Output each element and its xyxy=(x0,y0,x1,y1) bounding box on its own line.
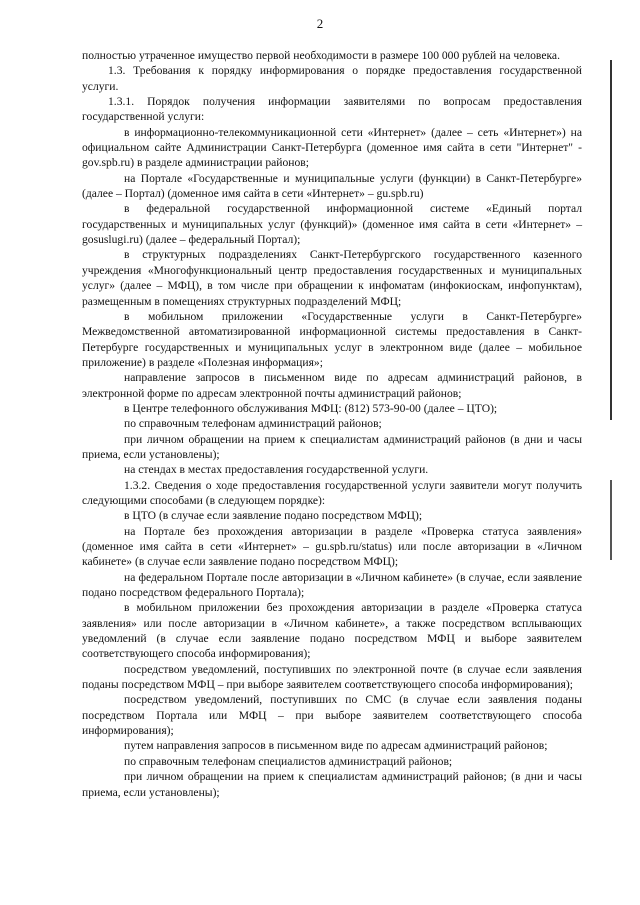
list-item: в мобильном приложении без прохождения авторизации в разделе «Проверка статуса заявления» или после авторизации в «Личном кабинете», а также посредством всплывающих уведомлений (в случае если заявление подано посредством МФЦ и выборе заявителем соответствующего способа информирования); xyxy=(82,601,582,661)
list-item: в информационно-телекоммуникационной сети «Интернет» (далее – сеть «Интернет») на официальном сайте Администрации Санкт-Петербурга (доменное имя сайта в сети "Интернет" - gov.spb.ru) в разделе администрации районов; xyxy=(82,125,582,170)
list-item: в структурных подразделениях Санкт-Петербургского государственного казенного учреждения «Многофункциональный центр предоставления государственных и муниципальных услуг» (далее – МФЦ), в том числе при обращении к инфоматам (инфокиоскам, инфопунктам), размещенным в помещениях структурных подразделений МФЦ; xyxy=(82,248,582,308)
list-item: по справочным телефонам администраций районов; xyxy=(124,417,382,431)
list-item: на федеральном Портале после авторизации в «Личном кабинете» (в случае, если заявление подано посредством федерального Портала); xyxy=(82,570,582,600)
list-item: по справочным телефонам специалистов администраций районов; xyxy=(124,754,453,768)
list-item: посредством уведомлений, поступивших по электронной почте (в случае если заявления поданы посредством МФЦ – при выборе заявителем соответствующего способа информирования); xyxy=(82,662,582,692)
list-item: направление запросов в письменном виде по адресам администраций районов, в электронной форме по адресам электронной почты администраций районов; xyxy=(82,371,582,400)
subsection-heading: 1.3.1. Порядок получения информации заявителями по вопросам предоставления государственной услуги: xyxy=(82,95,582,124)
list-item: на Портале без прохождения авторизации в разделе «Проверка статуса заявления» (доменное имя сайта в сети «Интернет» – gu.spb.ru/status) или после авторизации в «Личном кабинете» (в случае если заявление подано посредством МФЦ); xyxy=(82,524,582,569)
list-item: на стендах в местах предоставления государственной услуги. xyxy=(124,463,429,477)
list-item: в ЦТО (в случае если заявление подано посредством МФЦ); xyxy=(124,509,423,523)
list-item: в федеральной государственной информационной системе «Единый портал государственных и муниципальных услуг (функций)» (доменное имя сайта в сети «Интернет» – gosuslugi.ru) (далее – федеральный Портал); xyxy=(82,202,582,247)
list-item: в мобильном приложении «Государственные услуги в Санкт-Петербурге» Межведомственной автоматизированной информационной системы предоставления в Санкт-Петербурге государственных и муниципальных услуг в электронном виде (далее – мобильное приложение) в разделе «Полезная информация»; xyxy=(82,309,582,369)
list-item: при личном обращении на прием к специалистам администраций районов (в дни и часы приема, если установлены); xyxy=(82,432,582,461)
list-item: путем направления запросов в письменном виде по адресам администраций районов; xyxy=(124,739,548,753)
scan-edge-line xyxy=(610,480,612,560)
list-item: посредством уведомлений, поступивших по СМС (в случае если заявления поданы посредством Портала или МФЦ – при выборе заявителем соответствующего способа информирования); xyxy=(82,693,582,738)
page-number: 2 xyxy=(316,16,324,31)
list-item: в Центре телефонного обслуживания МФЦ: (812) 573-90-00 (далее – ЦТО); xyxy=(124,401,498,415)
subsection-heading: 1.3.2. Сведения о ходе предоставления государственной услуги заявители могут получить следующими способами (в следующем порядке): xyxy=(82,478,582,507)
document-body xyxy=(82,48,582,800)
list-item: на Портале «Государственные и муниципальные услуги (функции) в Санкт-Петербурге» (далее – Портал) (доменное имя сайта в сети «Интернет» – gu.spb.ru) xyxy=(82,171,582,201)
paragraph: полностью утраченное имущество первой необходимости в размере 100 000 рублей на человека. xyxy=(82,49,560,62)
list-item: при личном обращении на прием к специалистам администраций районов; (в дни и часы приема, если установлены); xyxy=(82,770,582,799)
section-heading: 1.3. Требования к порядку информирования о порядке предоставления государственной услуги. xyxy=(82,64,582,93)
scan-edge-line xyxy=(610,60,612,420)
